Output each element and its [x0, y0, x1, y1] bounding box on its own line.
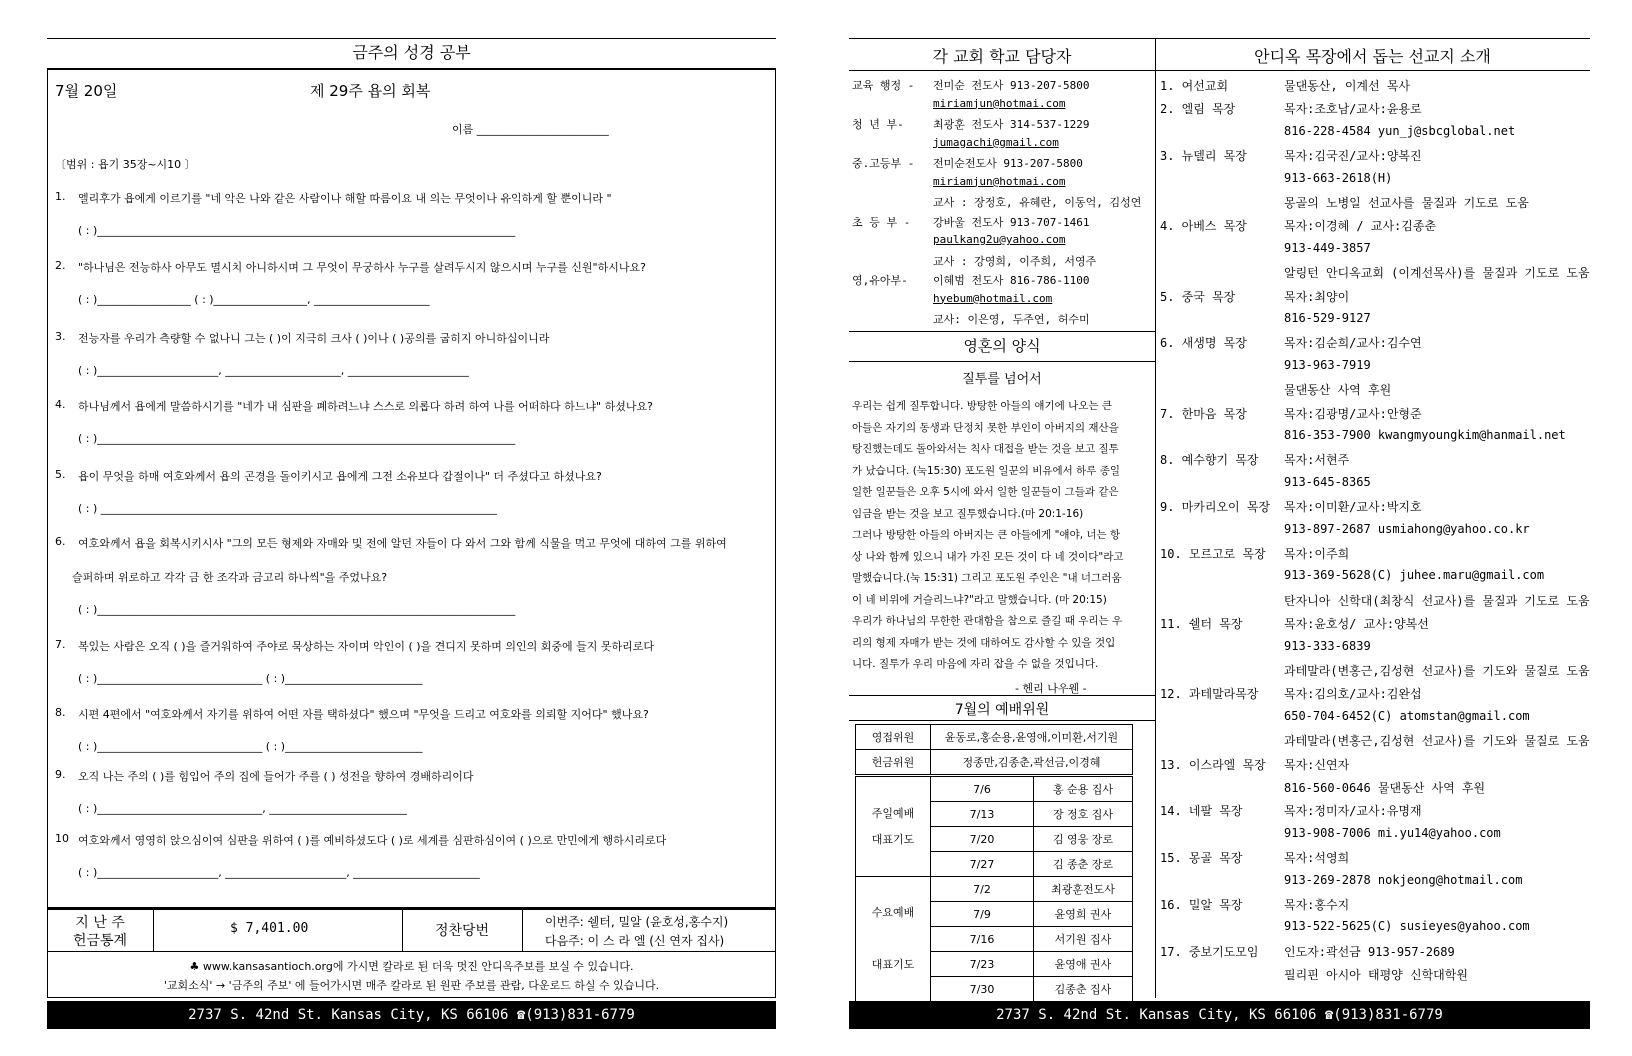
name-cell: 장 정호 집사 — [1034, 802, 1133, 827]
date-cell: 7/30 — [931, 977, 1034, 1002]
soul-food-author: - 헨리 나우웬 - — [1015, 682, 1087, 695]
mission-detail[interactable]: 913-522-5625(C) susieyes@yahoo.com — [1284, 919, 1530, 934]
department-label: 중.고등부 - — [852, 157, 915, 170]
mission-detail[interactable]: 650-704-6452(C) atomstan@gmail.com — [1284, 708, 1530, 723]
mission-detail: 인도자:곽선금 913-957-2689 — [1284, 944, 1455, 959]
staff-info: 교사 : 강영희, 이주희, 서영주 — [933, 254, 1097, 268]
offering-label-1: 지 난 주 — [75, 915, 125, 931]
mission-detail: 물댄동산 사역 후원 — [1284, 383, 1392, 398]
staff-info: 강바울 전도사 913-707-1461 — [933, 215, 1090, 229]
wednesday-label: 수요예배 대표기도 — [856, 877, 931, 1002]
question-number: 9. — [55, 768, 66, 781]
offering-amount: $ 7,401.00 — [230, 921, 309, 936]
staff-info: 전미순전도사 913-207-5800 — [933, 157, 1083, 170]
mission-group-name: 11. 쉘터 목장 — [1160, 617, 1243, 632]
name-field[interactable]: 이름 ________________________ — [452, 123, 609, 136]
notice-website: ♣ www.kansasantioch.org에 가시면 칼라로 된 더욱 멋진 안디옥주보를 보실 수 있습니다. — [189, 960, 634, 973]
mission-detail[interactable]: 816-228-4584 yun_j@sbcglobal.net — [1284, 123, 1516, 138]
soul-food-line: 아들은 자기의 동생과 단정치 못한 부인이 아버지의 재산을 — [852, 421, 1119, 434]
table-row — [856, 750, 1133, 775]
staff-info: 전미순 전도사 913-207-5800 — [933, 79, 1090, 92]
mission-detail: 목자:서현주 — [1284, 453, 1350, 468]
question-number: 1. — [55, 190, 66, 203]
mission-detail[interactable]: 816-353-7900 kwangmyoungkim@hanmail.net — [1284, 428, 1566, 442]
soul-food-line: 임금을 받는 것을 보고 질투했습니다.(마 20:1-16) — [852, 507, 1084, 520]
right-footer-address: 2737 S. 42nd St. Kansas City, KS 66106 ☎(913)831-6779 — [849, 1001, 1590, 1029]
mission-group-name: 17. 중보기도모임 — [1160, 944, 1259, 959]
staff-info: 교사: 이은영, 두주연, 허수미 — [933, 313, 1090, 326]
soul-food-subtitle: 질투를 넘어서 — [962, 372, 1042, 387]
section-title: 금주의 성경 공부 — [352, 43, 471, 62]
soul-food-line: 말했습니다.(눅 15:31) 그리고 포도원 주인은 "내 너그러움 — [852, 572, 1122, 584]
name-cell: 김 영웅 장로 — [1034, 827, 1133, 852]
answer-blank[interactable]: ( : )______________________, _____________________, ______________________ — [78, 364, 469, 377]
mission-detail: 목자:김순희/교사:김수연 — [1284, 336, 1422, 351]
question-number: 5. — [55, 468, 66, 481]
answer-blank[interactable]: ( : )____________________________________________________________________________ — [78, 224, 516, 237]
staff-info: 이혜범 전도사 816-786-1100 — [933, 274, 1090, 287]
name-cell: 김종춘 집사 — [1034, 977, 1133, 1002]
column-divider — [1155, 38, 1156, 998]
question-number: 3. — [55, 330, 66, 343]
date-cell: 7/13 — [931, 802, 1034, 827]
meal-duty-next-week: 다음주: 이 스 라 엘 (신 연자 집사) — [545, 934, 725, 948]
mission-detail: 목자:최양이 — [1284, 289, 1350, 304]
soul-food-line: 상 나와 함께 있으니 내가 가진 모든 것이 다 네 것이다"라고 — [852, 550, 1124, 563]
question-number: 8. — [55, 706, 66, 719]
question-number: 10 — [55, 832, 69, 845]
mission-detail: 알링턴 안디옥교회 (이계선목사)를 물질과 기도로 도움 — [1284, 266, 1590, 281]
answer-blank[interactable]: ( : )______________________________ ( : )_________________________ — [78, 672, 423, 685]
answer-blank[interactable]: ( : )____________________________________________________________________________ — [78, 603, 516, 616]
role-cell: 영접위원 — [856, 725, 931, 750]
table-row — [856, 725, 1133, 750]
date-cell: 7/9 — [931, 902, 1034, 927]
mission-group-name: 6. 새생명 목장 — [1160, 336, 1247, 351]
mission-group-name: 16. 밀알 목장 — [1160, 898, 1243, 912]
department-label: 초 등 부 - — [852, 215, 911, 229]
answer-blank[interactable]: ( : ) ________________________________________________________________________ — [78, 502, 497, 515]
question-text: 시편 4편에서 "여호와께서 자기를 위하여 어떤 자를 택하셨다" 했으며 "무엇을 드리고 여호와를 의뢰할 지어다" 했나요? — [78, 708, 649, 721]
mission-detail: 몽골의 노병일 선교사를 물질과 기도로 도움 — [1284, 196, 1529, 210]
email-link[interactable]: miriamjun@hotmai.com — [933, 174, 1066, 188]
soul-food-title: 영혼의 양식 — [963, 337, 1041, 355]
soul-food-line: 일한 일꾼들은 오후 5시에 와서 일한 일꾼들이 그들과 같은 — [852, 486, 1119, 498]
mission-detail: 913-645-8365 — [1284, 474, 1371, 489]
mission-detail: 목자:김광명/교사:안형준 — [1284, 406, 1422, 421]
question-text: 엘리후가 욥에게 이르기를 "네 악은 나와 같은 사람이나 해할 따름이요 내 의는 무엇이나 유익하게 할 뿐이니라 " — [78, 192, 612, 205]
soul-food-line: 가 났습니다. (눅15:30) 포도원 일꾼의 비유에서 하루 종일 — [852, 464, 1121, 477]
worship-committee-table — [855, 724, 1133, 775]
role-cell: 헌금위원 — [856, 750, 931, 775]
staff-info: 최광훈 전도사 314-537-1229 — [933, 118, 1090, 131]
email-link[interactable]: hyebum@hotmail.com — [933, 291, 1053, 305]
name-cell: 윤영애 권사 — [1034, 952, 1133, 977]
department-label: 청 년 부- — [852, 118, 904, 131]
email-link[interactable]: paulkang2u@yahoo.com — [933, 233, 1066, 246]
mission-detail[interactable]: 913-369-5628(C) juhee.maru@gmail.com — [1284, 568, 1545, 583]
mission-group-name: 14. 네팔 목장 — [1160, 804, 1243, 819]
soul-food-line: 니다. 질투가 우리 마음에 자리 잡을 수 없을 것입니다. — [852, 658, 1099, 670]
names-cell: 정종만,김종춘,곽선금,이경혜 — [931, 750, 1133, 775]
soul-food-line: 탕진했는데도 돌아와서는 칙사 대접을 받는 것을 보고 질투 — [852, 443, 1119, 455]
mission-group-name: 12. 과테말라목장 — [1160, 687, 1259, 702]
mission-detail: 목자:이주희 — [1284, 547, 1350, 561]
mission-group-name: 5. 중국 목장 — [1160, 289, 1236, 304]
mission-detail[interactable]: 913-908-7006 mi.yu14@yahoo.com — [1284, 825, 1501, 840]
mission-detail: 913-449-3857 — [1284, 240, 1371, 255]
school-staff-title: 각 교회 학교 담당자 — [932, 47, 1072, 66]
mission-group-name: 9. 마카리오이 목장 — [1160, 500, 1271, 515]
mission-detail: 816-560-0646 물댄동산 사역 후원 — [1284, 781, 1486, 795]
mission-detail: 과테말라(변홍근,김성현 선교사)를 기도와 물질로 도움 — [1284, 664, 1590, 678]
date-cell: 7/23 — [931, 952, 1034, 977]
names-cell: 윤동로,홍순용,윤영애,이미환,서기원 — [931, 725, 1133, 750]
date-cell: 7/20 — [931, 827, 1034, 852]
worship-committee-title: 7월의 예배위원 — [954, 702, 1050, 718]
question-number: 2. — [55, 259, 66, 272]
mission-detail: 목자:석영희 — [1284, 851, 1350, 866]
offering-label-2: 헌금통계 — [72, 933, 128, 949]
name-cell: 최광훈전도사 — [1034, 877, 1133, 902]
mission-detail: 913-333-6839 — [1284, 638, 1371, 653]
question-text: "하나님은 전능하사 아무도 멸시치 아니하시며 그 무엇이 무궁하사 누구를 살려두시지 않으시며 누구를 신원"하시나요? — [78, 261, 646, 274]
question-text: 욥이 무엇을 하매 여호와께서 욥의 곤경을 돌이키시고 욥에게 그전 소유보다 갑절이나" 더 주셨다고 하셨나요? — [78, 470, 602, 483]
answer-blank[interactable]: ( : )______________________________, _________________________ — [78, 802, 407, 815]
mission-detail: 913-963-7919 — [1284, 357, 1371, 372]
name-cell: 서기원 집사 — [1034, 927, 1133, 952]
name-cell: 홍 순용 집사 — [1034, 777, 1133, 802]
answer-blank[interactable]: ( : )_________________ ( : )_________________, _____________________ — [78, 293, 430, 306]
answer-blank[interactable]: ( : )______________________________ ( : )_________________________ — [78, 740, 423, 753]
mission-group-name: 10. 모르고로 목장 — [1160, 547, 1266, 561]
question-number: 4. — [55, 398, 66, 411]
study-date: 7월 20일 — [55, 82, 118, 100]
mission-detail: 목자:홍수지 — [1284, 898, 1350, 912]
mission-group-name: 13. 이스라엘 목장 — [1160, 757, 1266, 772]
soul-food-line: 우리는 쉽게 질투합니다. 방탕한 아들의 얘기에 나오는 큰 — [852, 400, 1112, 412]
notice-download: '교회소식' → '금주의 주보' 에 들어가시면 매주 칼라로 된 원판 주보를 관람, 다운로드 하실 수 있습니다. — [163, 979, 660, 992]
mission-group-name: 8. 예수향기 목장 — [1160, 453, 1259, 468]
meal-duty-label: 정찬당번 — [434, 923, 490, 939]
question-text: 여호와께서 영영히 앉으심이여 심판을 위하여 ( )를 예비하셨도다 ( )로 세계를 심판하심이여 ( )으로 만민에게 행하시리로다 — [78, 834, 667, 847]
date-cell: 7/16 — [931, 927, 1034, 952]
email-link[interactable]: miriamjun@hotmai.com — [933, 96, 1066, 110]
question-text: 오직 나는 주의 ( )를 힘입어 주의 집에 들어가 주를 ( ) 성전을 향하여 경배하리이다 — [78, 770, 474, 783]
date-cell: 7/2 — [931, 877, 1034, 902]
question-text: 여호와께서 욥을 회복시키시사 "그의 모든 형제와 자매와 및 전에 알던 자들이 다 와서 그와 함께 식물을 먹고 무엇에 대하여 그를 위하여 — [78, 537, 727, 550]
soul-food-line: 그러나 방탕한 아들의 아버지는 큰 아들에게 "얘야, 너는 항 — [852, 529, 1121, 541]
question-text-continued: 슬퍼하며 위로하고 각각 금 한 조각과 금고리 하나씩"을 주었나요? — [72, 571, 388, 584]
mission-detail: 816-529-9127 — [1284, 311, 1371, 325]
mission-detail: 913-663-2618(H) — [1284, 170, 1393, 185]
mission-detail: 목자:김의호/교사:김완섭 — [1284, 687, 1422, 702]
mission-detail: 목자:이경혜 / 교사:김종춘 — [1284, 219, 1437, 234]
soul-food-line: 이 네 비위에 거슬리느냐?"라고 말했습니다. (마 20:15) — [852, 593, 1107, 606]
prayer-schedule-table — [855, 776, 1133, 1002]
scripture-range: 〔범위 : 욥기 35장~시10 〕 — [55, 158, 196, 171]
mission-detail: 탄자니아 신학대(최창식 선교사)를 물질과 기도로 도움 — [1284, 593, 1590, 608]
sunday-label: 주일예배 대표기도 — [856, 777, 931, 877]
mission-detail: 필리핀 아시아 태평양 신학대학원 — [1284, 968, 1468, 983]
soul-food-line: 리의 형제 자매가 받는 것에 대하여도 감사할 수 있을 것입 — [852, 636, 1116, 649]
question-number: 6. — [55, 535, 66, 548]
mission-title: 안디옥 목장에서 돕는 선교지 소개 — [1254, 47, 1491, 66]
mission-group-name: 4. 아베스 목장 — [1160, 219, 1247, 234]
mission-detail: 과테말라(변홍근,김성현 선교사)를 기도와 물질로 도움 — [1284, 734, 1590, 749]
staff-info: 교사 : 장정호, 유혜란, 이동억, 김성연 — [933, 196, 1142, 209]
right-top-rule — [849, 38, 1590, 39]
mission-detail: 목자:정미자/교사:유명재 — [1284, 804, 1422, 819]
mission-group-name: 2. 엘림 목장 — [1160, 102, 1236, 117]
mission-detail: 목자:조호남/교사:윤용로 — [1284, 102, 1422, 117]
name-cell: 김 종춘 장로 — [1034, 852, 1133, 877]
mission-group-name: 7. 한마음 목장 — [1160, 406, 1247, 421]
department-label: 교육 행정 - — [852, 79, 915, 92]
lesson-title: 제 29주 욥의 회복 — [310, 82, 431, 100]
question-text: 하나님께서 욥에게 말씀하시기를 "네가 내 심판을 폐하려느냐 스스로 의롭다 하려 하여 나를 어떠하다 하느냐" 하셨나요? — [78, 400, 653, 413]
question-number: 7. — [55, 638, 66, 651]
department-label: 영,유아부- — [852, 274, 908, 287]
mission-group-name: 15. 몽골 목장 — [1160, 851, 1243, 866]
meal-duty-this-week: 이번주: 쉘터, 밀알 (윤호성,홍수지) — [545, 915, 729, 929]
mission-detail[interactable]: 913-269-2878 nokjeong@hotmail.com — [1284, 872, 1523, 887]
answer-blank[interactable]: ( : )____________________________________________________________________________ — [78, 432, 516, 445]
mission-detail: 목자:윤호성/ 교사:양복선 — [1284, 617, 1429, 632]
left-footer-address: 2737 S. 42nd St. Kansas City, KS 66106 ☎(913)831-6779 — [47, 1001, 776, 1029]
mission-detail: 목자:신연자 — [1284, 757, 1350, 772]
question-text: 복있는 사람은 오직 ( )을 즐거워하여 주야로 묵상하는 자이며 악인이 ( )을 견디지 못하며 의인의 회중에 들지 못하리로다 — [78, 640, 655, 653]
top-rule — [47, 38, 776, 39]
answer-blank[interactable]: ( : )______________________, ______________________, _______________________ — [78, 866, 480, 879]
question-text: 전능자를 우리가 측량할 수 없나니 그는 ( )이 지극히 크사 ( )이나 ( )공의를 굽히지 아니하십이니라 — [78, 332, 550, 345]
date-cell: 7/27 — [931, 852, 1034, 877]
mission-group-name: 3. 뉴델리 목장 — [1160, 149, 1247, 164]
mission-detail: 물댄동산, 이계선 목사 — [1284, 79, 1411, 93]
mission-detail: 목자:김국진/교사:양복진 — [1284, 149, 1422, 164]
mission-group-name: 1. 여선교회 — [1160, 79, 1229, 93]
date-cell: 7/6 — [931, 777, 1034, 802]
mission-detail[interactable]: 913-897-2687 usmiahong@yahoo.co.kr — [1284, 521, 1530, 536]
soul-food-line: 우리가 하나님의 무한한 관대함을 참으로 즐길 때 우리는 우 — [852, 615, 1123, 627]
name-cell: 윤영희 권사 — [1034, 902, 1133, 927]
mission-detail: 목자:이미환/교사:박지호 — [1284, 500, 1422, 515]
email-link[interactable]: jumagachi@gmail.com — [933, 135, 1059, 149]
